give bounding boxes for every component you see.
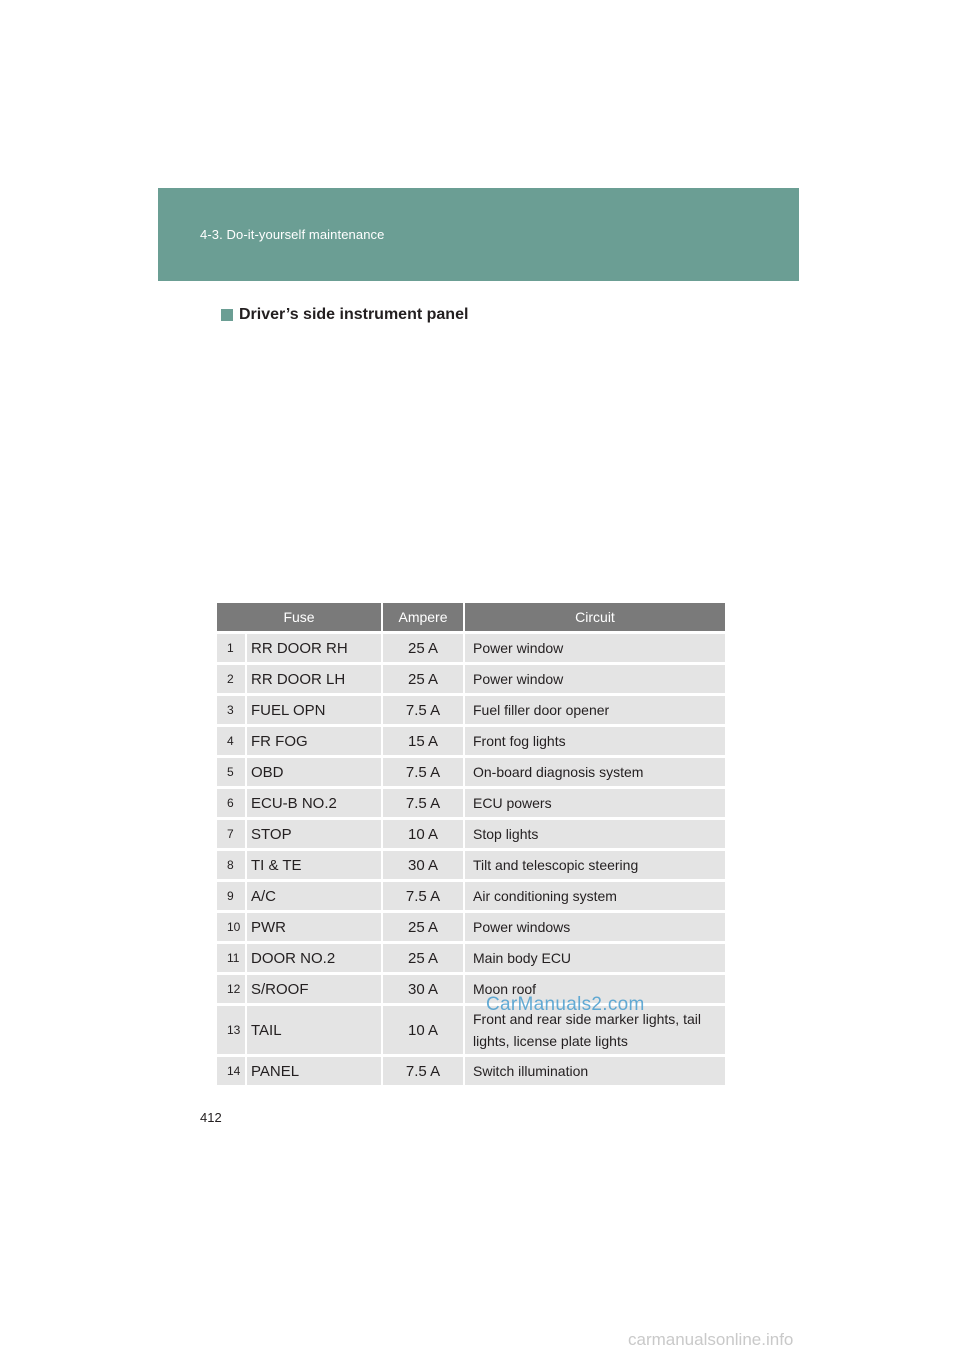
fuse-ampere: 25 A [382, 664, 464, 695]
fuse-ampere: 7.5 A [382, 757, 464, 788]
column-header-ampere: Ampere [382, 603, 464, 633]
fuse-circuit: Stop lights [464, 819, 725, 850]
watermark: CarManuals2.com [486, 994, 645, 1015]
fuse-ampere: 10 A [382, 1005, 464, 1056]
table-row [217, 943, 725, 974]
fuse-circuit: Tilt and telescopic steering [464, 850, 725, 881]
table-row [217, 850, 725, 881]
fuse-ampere: 15 A [382, 726, 464, 757]
fuse-number: 4 [217, 726, 246, 757]
fuse-ampere: 7.5 A [382, 695, 464, 726]
fuse-number: 12 [217, 974, 246, 1005]
fuse-circuit: Air conditioning system [464, 881, 725, 912]
table-row [217, 912, 725, 943]
fuse-circuit: Fuel filler door opener [464, 695, 725, 726]
fuse-name: FUEL OPN [246, 695, 382, 726]
fuse-name: PANEL [246, 1056, 382, 1087]
fuse-circuit: Front fog lights [464, 726, 725, 757]
table-row [217, 1056, 725, 1087]
fuse-name: ECU-B NO.2 [246, 788, 382, 819]
fuse-name: STOP [246, 819, 382, 850]
section-header-band [158, 188, 799, 281]
table-header-row [217, 603, 725, 633]
subheading-text: Driver’s side instrument panel [239, 306, 469, 323]
fuse-number: 6 [217, 788, 246, 819]
fuse-table [217, 603, 725, 1088]
fuse-name: OBD [246, 757, 382, 788]
table-row [217, 788, 725, 819]
fuse-number: 14 [217, 1056, 246, 1087]
fuse-number: 2 [217, 664, 246, 695]
table-row [217, 1005, 725, 1056]
fuse-name: TAIL [246, 1005, 382, 1056]
fuse-number: 3 [217, 695, 246, 726]
fuse-ampere: 25 A [382, 912, 464, 943]
fuse-ampere: 10 A [382, 819, 464, 850]
fuse-circuit: Power window [464, 633, 725, 664]
fuse-number: 1 [217, 633, 246, 664]
table-row [217, 695, 725, 726]
fuse-number: 5 [217, 757, 246, 788]
fuse-name: A/C [246, 881, 382, 912]
table-row [217, 881, 725, 912]
fuse-circuit: On-board diagnosis system [464, 757, 725, 788]
column-header-circuit: Circuit [464, 603, 725, 633]
fuse-number: 7 [217, 819, 246, 850]
fuse-ampere: 30 A [382, 974, 464, 1005]
fuse-ampere: 30 A [382, 850, 464, 881]
fuse-number: 11 [217, 943, 246, 974]
fuse-name: TI & TE [246, 850, 382, 881]
footer-watermark: carmanualsonline.info [628, 1330, 794, 1349]
fuse-circuit: ECU powers [464, 788, 725, 819]
fuse-circuit: Main body ECU [464, 943, 725, 974]
column-header-fuse: Fuse [217, 603, 382, 633]
fuse-ampere: 25 A [382, 943, 464, 974]
fuse-circuit: Moon roof [464, 974, 725, 1005]
fuse-ampere: 7.5 A [382, 881, 464, 912]
fuse-name: FR FOG [246, 726, 382, 757]
fuse-name: S/ROOF [246, 974, 382, 1005]
fuse-ampere: 25 A [382, 633, 464, 664]
table-row [217, 726, 725, 757]
fuse-circuit: Switch illumination [464, 1056, 725, 1087]
fuse-ampere: 7.5 A [382, 788, 464, 819]
fuse-ampere: 7.5 A [382, 1056, 464, 1087]
fuse-circuit: Front and rear side marker lights, tail lights, license plate lights [464, 1005, 725, 1056]
fuse-number: 9 [217, 881, 246, 912]
table-row [217, 633, 725, 664]
square-bullet-icon [221, 309, 233, 321]
table-row [217, 974, 725, 1005]
fuse-number: 10 [217, 912, 246, 943]
section-title: 4-3. Do-it-yourself maintenance [200, 227, 385, 242]
fuse-number: 13 [217, 1005, 246, 1056]
subheading [221, 306, 468, 324]
table-row [217, 664, 725, 695]
table-row [217, 757, 725, 788]
fuse-name: DOOR NO.2 [246, 943, 382, 974]
fuse-name: RR DOOR RH [246, 633, 382, 664]
fuse-circuit: Power windows [464, 912, 725, 943]
fuse-name: RR DOOR LH [246, 664, 382, 695]
table-row [217, 819, 725, 850]
fuse-circuit: Power window [464, 664, 725, 695]
fuse-number: 8 [217, 850, 246, 881]
page-number: 412 [200, 1110, 222, 1125]
fuse-name: PWR [246, 912, 382, 943]
